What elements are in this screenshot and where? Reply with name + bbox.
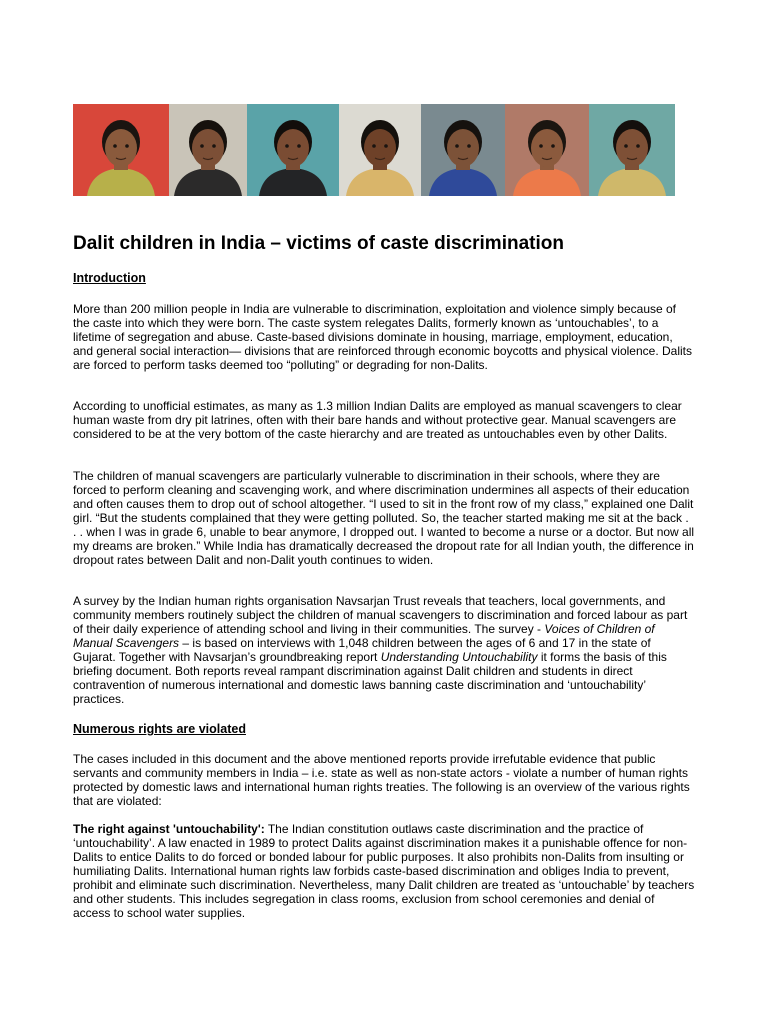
child-photo	[247, 104, 339, 196]
child-face	[277, 129, 309, 167]
portrait-graphic	[339, 104, 421, 196]
child-photo	[339, 104, 421, 196]
child-eye	[384, 144, 388, 148]
child-photo	[589, 104, 675, 196]
right-label: The right against 'untouchability':	[73, 822, 265, 836]
child-photo	[505, 104, 589, 196]
child-face	[616, 129, 648, 167]
portrait-graphic	[169, 104, 247, 196]
child-eye	[455, 144, 459, 148]
child-eye	[212, 144, 216, 148]
portrait-graphic	[589, 104, 675, 196]
child-eye	[297, 144, 301, 148]
child-eye	[372, 144, 376, 148]
child-photo	[421, 104, 505, 196]
child-face	[364, 129, 396, 167]
child-eye	[551, 144, 555, 148]
right-text: The Indian constitution outlaws caste discrimination and the practice of ‘untouchability’. A law enacted in 1989 to protect Dalits against discrimination makes it a punishable offence for non-Dalits to entice Dalits to do forced or bonded labour for public purposes. It also prohibits non-Dalits from insulting or humiliating Dalits. International human rights law forbids caste-based discrimination and obliges India to prevent, prohibit and eliminate such discrimination. Nevertheless, many Dalit children are treated as ‘untouchable’ by teachers and other students. This includes segregation in class rooms, exclusion from school ceremonies and denial of access to school water supplies.	[73, 822, 695, 920]
survey-text: it forms the basis of this briefing document. Both reports reveal rampant discrimination against Dalit children and students in direct contravention of numerous international and domestic laws banning caste discrimination and ‘untouchability’ practices.	[73, 650, 667, 706]
section-heading-rights: Numerous rights are violated	[73, 722, 246, 736]
paragraph-right-against-untouchability	[73, 822, 695, 920]
report-title: Understanding Untouchability	[380, 650, 538, 664]
portrait-graphic	[505, 104, 589, 196]
paragraph-survey	[73, 594, 695, 706]
section-heading-introduction: Introduction	[73, 271, 146, 285]
child-face	[447, 129, 479, 167]
child-eye	[200, 144, 204, 148]
child-face	[531, 129, 563, 167]
child-eye	[125, 144, 129, 148]
portrait-graphic	[421, 104, 505, 196]
child-eye	[285, 144, 289, 148]
survey-title: Voices of Children of Manual Scavengers	[73, 622, 655, 650]
child-eye	[113, 144, 117, 148]
child-eye	[624, 144, 628, 148]
survey-text: – is based on interviews with 1,048 children between the ages of 6 and 17 in the state of Gujarat. Together with Navsarjan’s groundbreaking report	[73, 636, 651, 664]
child-photo	[169, 104, 247, 196]
survey-text: A survey by the Indian human rights organisation Navsarjan Trust reveals that teachers, local governments, and community members routinely subject the children of manual scavengers to discrimination and forced labour as part of their daily experience of attending school and living in their communities. The survey -	[73, 594, 688, 636]
portrait-graphic	[247, 104, 339, 196]
child-eye	[636, 144, 640, 148]
child-eye	[467, 144, 471, 148]
paragraph: According to unofficial estimates, as many as 1.3 million Indian Dalits are employed as manual scavengers to clear human waste from dry pit latrines, often with their bare hands and without protective gear. Manual scavengers are considered to be at the very bottom of the caste hierarchy and are treated as untouchables even by other Dalits.	[73, 399, 682, 441]
child-face	[192, 129, 224, 167]
paragraph: More than 200 million people in India are vulnerable to discrimination, exploitation and violence simply because of the caste into which they were born. The caste system relegates Dalits, formerly known as ‘untouchables’, to a lifetime of segregation and abuse. Caste-based divisions dominate in housing, marriage, employment, education, and general social interaction— divisions that are reinforced through economic boycotts and physical violence. Dalits are forced to perform tasks deemed too “polluting” or degrading for non-Dalits.	[73, 302, 693, 372]
child-eye	[539, 144, 543, 148]
portrait-graphic	[73, 104, 169, 196]
paragraph: The children of manual scavengers are particularly vulnerable to discrimination in their schools, where they are forced to perform cleaning and scavenging work, and where discrimination undermines all aspects of their education and often causes them to drop out of school altogether. “I used to sit in the front row of my class,” explained one Dalit girl. “But the students complained that they were getting polluted. So, the teacher started making me sit at the back . . . when I was in grade 6, unable to bear anymore, I dropped out. I wanted to become a nurse or a doctor. But now all my dreams are broken.” While India has dramatically decreased the dropout rate for all Indian youth, the difference in dropout rates between Dalit and non-Dalit youth continues to widen.	[73, 469, 695, 567]
child-photo	[73, 104, 169, 196]
paragraph: The cases included in this document and the above mentioned reports provide irrefutable evidence that public servants and community members in India – i.e. state as well as non-state actors - violate a number of human rights protected by domestic laws and international human rights treaties. The following is an overview of the various rights that are violated:	[73, 752, 690, 808]
child-face	[105, 129, 137, 167]
page-title: Dalit children in India – victims of caste discrimination	[73, 233, 564, 254]
children-photo-strip	[73, 104, 675, 196]
